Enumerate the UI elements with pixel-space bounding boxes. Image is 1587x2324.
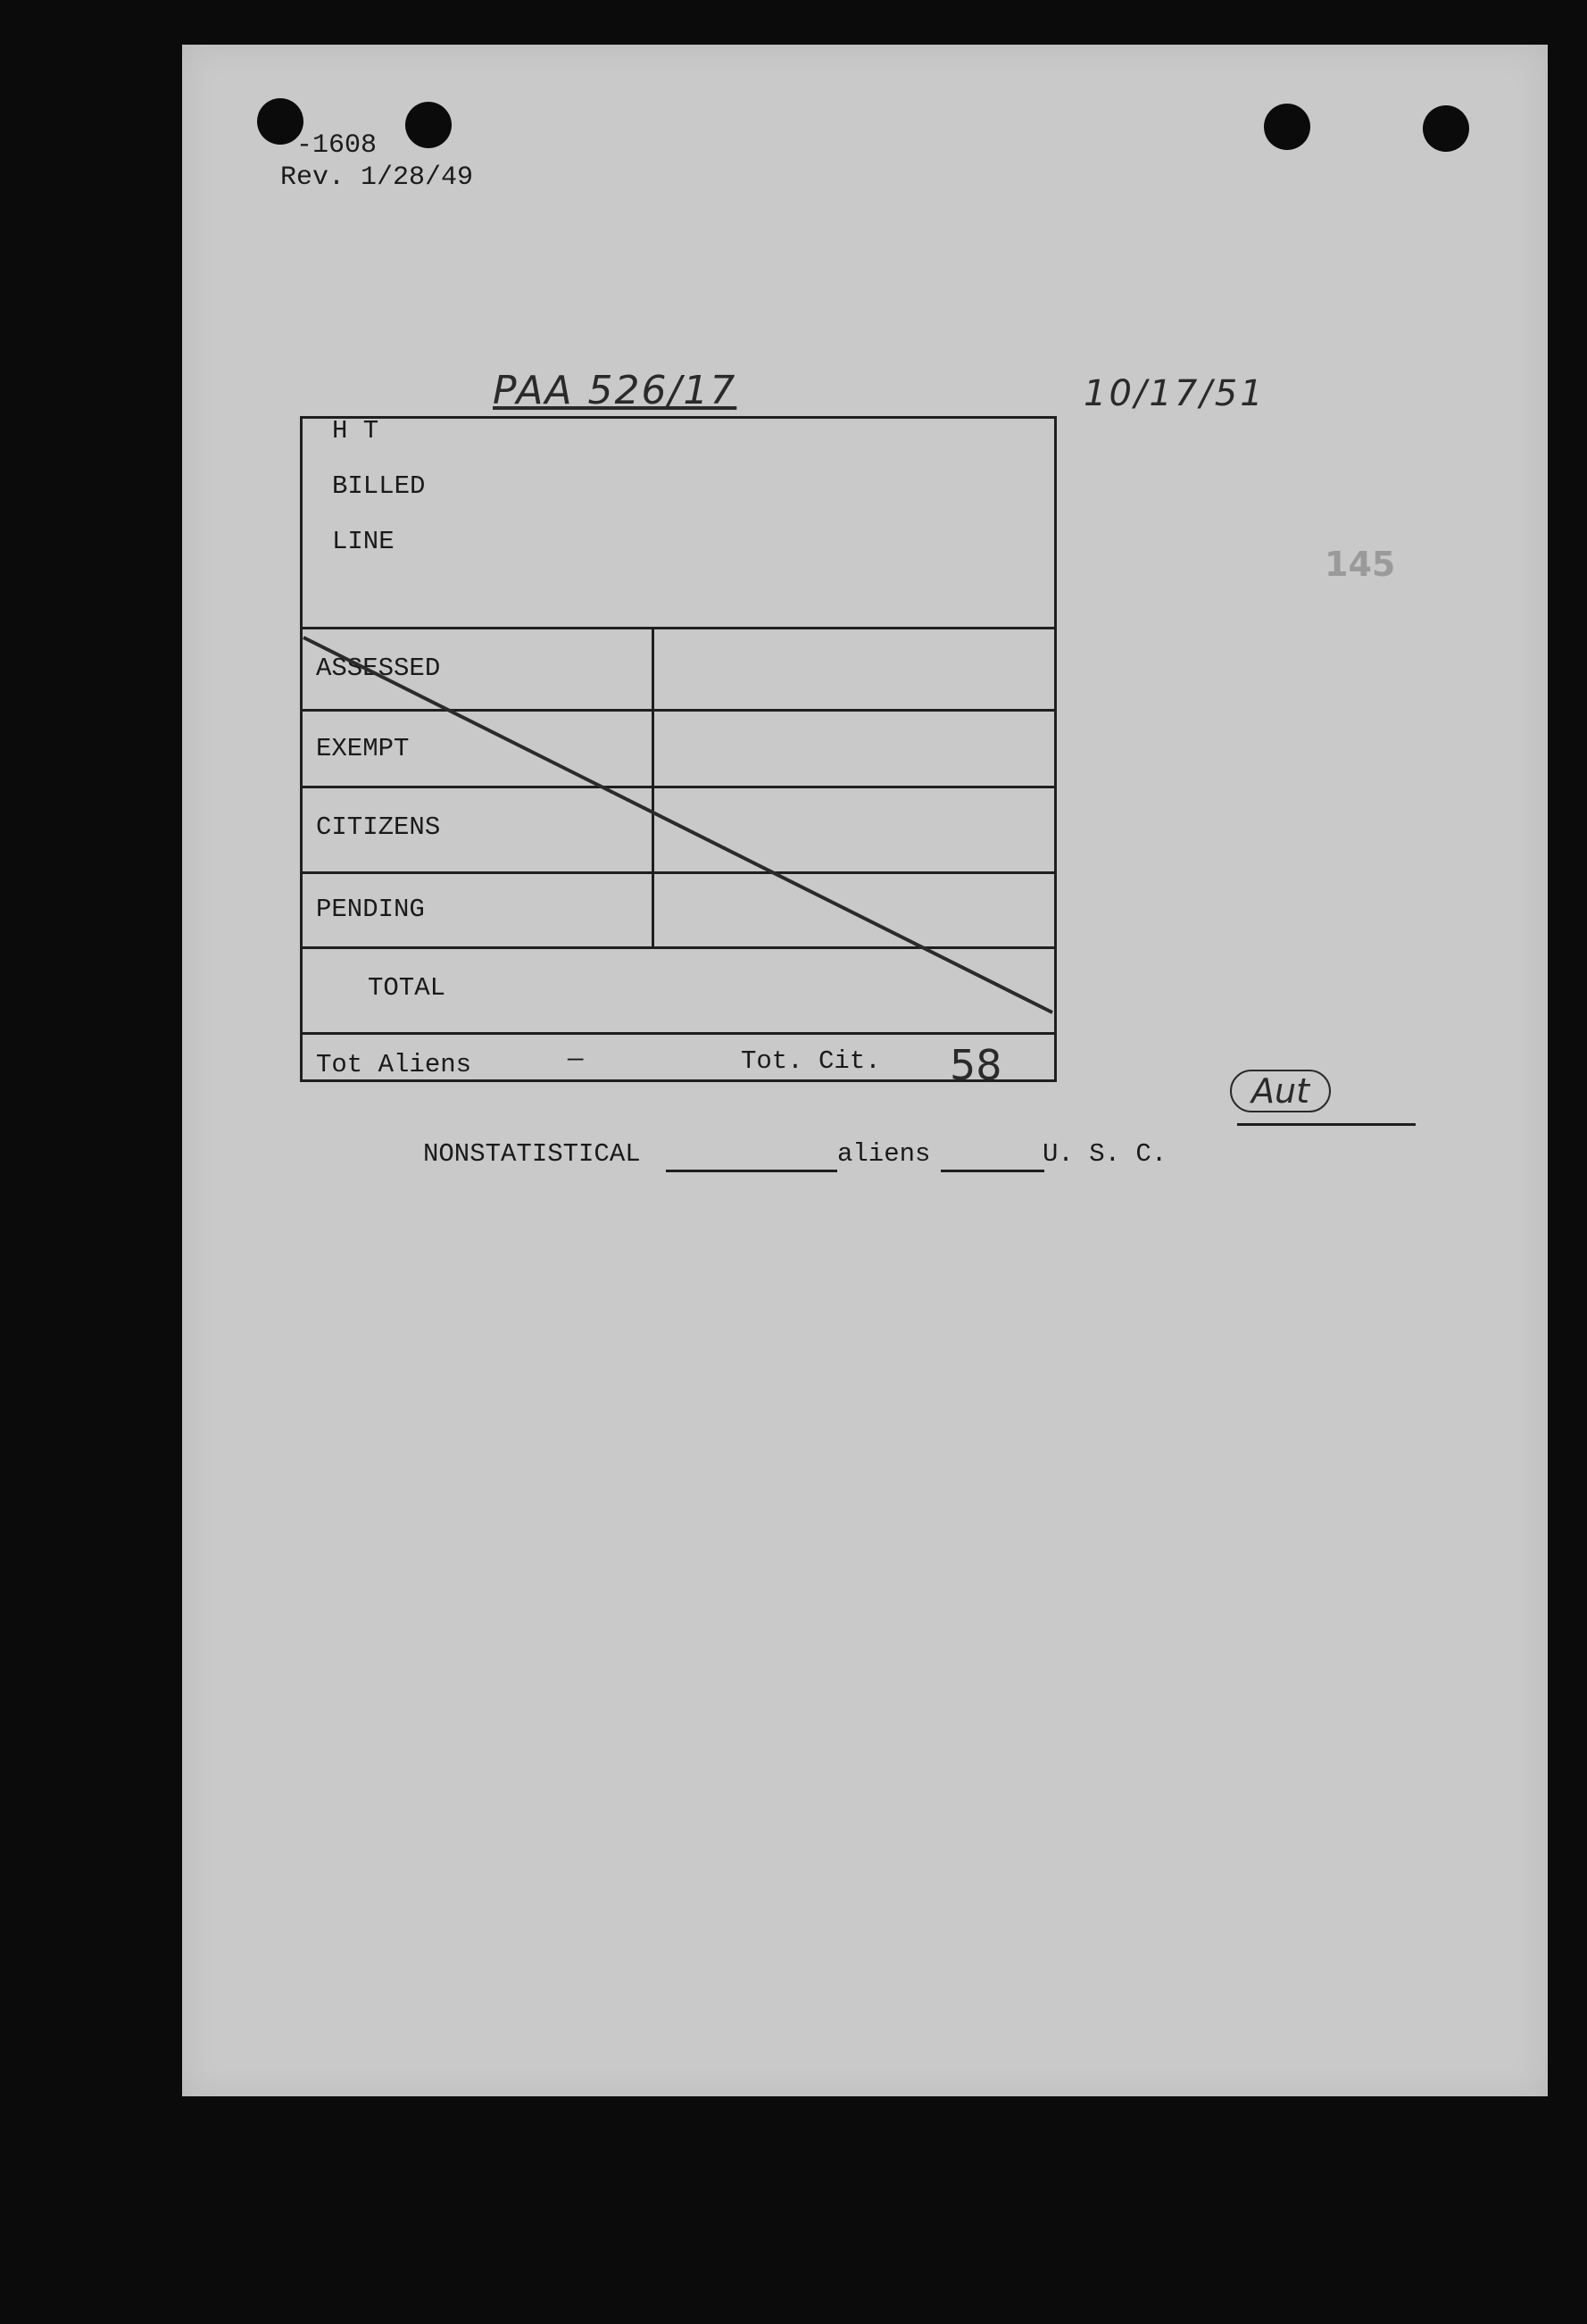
row-label-assessed: ASSESSED — [316, 654, 441, 683]
row-label-pending: PENDING — [316, 895, 425, 924]
total-label: TOTAL — [368, 973, 446, 1003]
form-identifier — [280, 129, 473, 194]
manifest-form-table — [300, 370, 1057, 1089]
handwritten-carrier-flight: PAA 526/17 — [493, 368, 737, 413]
tot-cit-handwritten-value: 58 — [950, 1041, 1002, 1089]
header-label-ht: H T — [332, 416, 379, 446]
nonstatistical-label: NONSTATISTICAL — [423, 1139, 641, 1169]
handwritten-date: 10/17/51 — [1084, 373, 1266, 414]
tot-cit-label: Tot. Cit. — [741, 1046, 881, 1076]
row-label-exempt: EXEMPT — [316, 734, 410, 763]
header-label-billed: BILLED — [332, 471, 426, 501]
punch-hole-right-1 — [1264, 104, 1310, 150]
aliens-blank — [941, 1170, 1044, 1172]
initials-underline — [1237, 1123, 1416, 1126]
usc-label: U. S. C. — [1043, 1139, 1167, 1169]
row-label-citizens: CITIZENS — [316, 812, 441, 842]
form-number: -1608 — [296, 130, 378, 161]
handwritten-initials: Aut — [1230, 1070, 1331, 1112]
form-revision: Rev. 1/28/49 — [280, 162, 474, 193]
header-label-line: LINE — [332, 527, 395, 556]
nonstatistical-blank — [666, 1170, 837, 1172]
tot-aliens-label: Tot Aliens — [316, 1050, 472, 1079]
tot-aliens-value: — — [568, 1045, 584, 1074]
diagonal-strike-line — [300, 370, 1057, 1082]
aliens-label: aliens — [837, 1139, 931, 1169]
punch-hole-right-2 — [1423, 105, 1469, 152]
stamped-page-number: 145 — [1325, 545, 1396, 584]
